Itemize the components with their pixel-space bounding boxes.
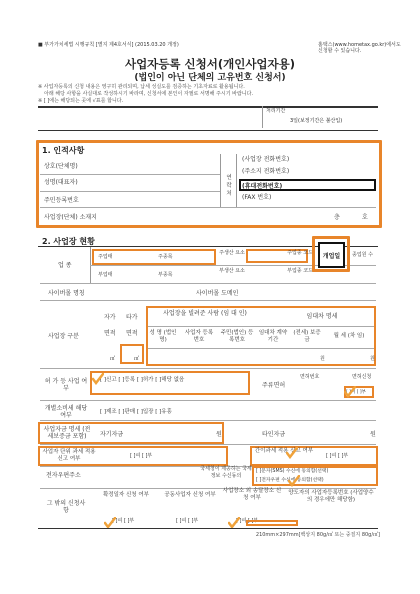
rented-area-highlight [120,344,144,364]
fixed-date-label: 확정일자 신청 여부 [102,492,149,498]
fax-label: (FAX 번호) [242,194,272,201]
co-business-options: [ ]여 [ ]부 [176,518,199,524]
lease-period-label: 임대차 계약기간 [258,330,288,343]
main-product-label: 주생산 요소 [219,250,245,256]
law-reference: ■ 부가가치세법 시행규칙 [별지 제4호서식] (2015.03.20 개정) [38,42,179,48]
nts-info-label: 국세청이 제공하는 국세정보 수신동의 [200,466,252,479]
deposit-label: (전세) 보증금 [293,330,321,343]
deposit-won: 원 [320,356,325,362]
main-type-label: 주업태 [98,254,113,260]
form-title: 사업자등록 신청서(개인사업자용) [124,57,296,71]
row-rule [40,207,376,208]
row-rule [40,191,220,192]
license-apply-checkmark-icon [344,383,356,395]
delivery-place-label: 사업장소 외 송달장소 신청 여부 [222,488,282,501]
divider [236,154,237,207]
section1-heading: 1. 인적사항 [42,146,85,155]
other-label: 그 밖의 신청사항 [46,500,86,514]
home-phone-label: (주소지 전화번호) [242,168,290,175]
fixed-date-checkmark-icon [104,514,116,526]
simplified-options: [ ]여 [ ]부 [326,453,349,459]
processing-label: 처리기간 [266,108,286,114]
representative-label: 성명(대표자) [44,179,78,186]
opening-date-label: 개업일 [322,253,341,260]
simplified-label: 간이과세 적용 신고 여부 [254,448,314,454]
row-rule [40,488,376,489]
own-label: 자가 [104,314,116,321]
resident-no-label: 주민등록번호 [44,197,79,204]
delivery-highlight [246,520,298,526]
lessor-brn-label: 사업자 등록번호 [184,330,214,343]
license-label: 허 가 등 사업 여부 [44,378,88,392]
fixed-date-options: [ ]여 [ ]부 [112,518,135,524]
address-label: 사업장(단체) 소재지 [44,214,97,221]
sms-consent: [ ]문자(SMS) 수신에 동의함(선택) [256,469,329,474]
form-subtitle: (법인이 아닌 단체의 고유번호 신청서) [134,73,286,83]
main-item-label: 주종목 [158,254,173,260]
excise-label: 개별소비세 해당 여부 [44,405,88,419]
own-funds-label: 자기자금 [100,431,124,438]
own-funds-won: 원 [216,431,222,438]
section2-heading: 2. 사업장 현황 [42,237,95,246]
business-type-label: 업 종 [58,262,72,269]
hometax-note-1: 홈택스(www.hometax.go.kr)에서도 [318,42,401,48]
simplified-checkmark-icon [286,444,298,456]
borrowed-funds-won: 원 [370,431,376,438]
notice-line-2: 아래 해당 사항을 사실대로 작성하시기 바라며, 신청서에 본인이 자필로 서명해 주시기 바랍니다. [44,91,254,97]
row-rule [40,444,376,445]
main-code-label: 주업종 코드 [287,250,313,256]
license-no-label: 면허번호 [300,374,320,380]
notice-line-3: ※ [ ]에는 해당되는 곳에 √표를 합니다. [38,98,124,104]
own-sqm: ㎡ [110,356,116,362]
rent-label: 월 세 (차 임) [333,333,365,339]
rule [38,130,378,131]
hometax-note-2: 신청할 수 있습니다. [318,48,362,54]
rent-won: 원 [370,356,375,362]
divider [262,106,263,128]
unit-tax-options: [ ]여 [ ]부 [130,453,153,459]
alcohol-label: 주류면허 [262,382,286,389]
consent-checkmark-icon [288,472,300,484]
employees-label: 종업원 수 [352,252,373,258]
row-rule [40,174,220,175]
rented-sqm: ㎡ [134,356,140,362]
lessor-name-label: 성 명 (법인명) [149,330,177,343]
sub-type-label: 부업태 [98,272,113,278]
mobile-phone-label: (휴대전화번호) [242,183,283,190]
sub-item-label: 부종목 [158,272,173,278]
bottom-rule [38,528,378,529]
row-rule [40,420,376,421]
processing-value: 3일(보정기간은 불산입) [290,118,343,124]
license-apply-options: [ ]여 [ ]부 [346,390,367,395]
email-consent: [ ]전자우편 수신에 동의함(선택) [256,478,324,483]
row-rule [40,400,376,401]
own-area-label: 면적 [104,330,116,337]
delivery-checkmark-icon [228,514,240,526]
trade-name-label: 상호(단체명) [44,163,78,170]
license-checkmark-icon [92,370,104,382]
unit-label: 호 [362,214,368,221]
row-rule [40,283,376,284]
lease-header: 임대차 명세 [306,313,338,320]
delivery-options: [ ]여 [ ]부 [236,518,259,524]
cyber-domain-label: 사이버몰 도메인 [196,290,239,297]
divider [220,154,221,207]
row-rule [148,326,374,327]
row-rule [148,348,374,349]
lessor-rrn-label: 주민(법인) 등록번호 [220,330,254,343]
funds-label: 사업자금 명세 (전세보증금 포함) [43,426,91,440]
floor-label: 층 [334,214,340,221]
rented-label: 타가 [126,314,138,321]
contact-label: 연락처 [226,175,232,197]
excise-options: [ ]제조 [ ]판매 [ ]입장 [ ]유흥 [100,409,172,415]
borrowed-funds-label: 타인자금 [262,431,286,438]
unit-tax-label: 사업자 단위 과세 적용 신고 여부 [42,449,96,462]
license-apply-label: 면허신청 [352,374,372,380]
license-options: [ ]신고 [ ]등록 [ ]허가 [ ]해당 없음 [100,377,185,383]
row-rule [40,368,376,369]
email-label: 전자우편주소 [46,472,81,479]
transferor-label: 양도자의 사업자등록번호 (사업양수의 경우에만 해당함) [288,490,374,503]
business-phone-label: (사업장 전화번호) [242,156,290,163]
lessor-header: 사업장을 빌려준 사람 (임 대 인) [163,310,247,317]
cyber-name-label: 사이버몰 명칭 [48,290,85,297]
premises-label: 사업장 구분 [48,333,79,340]
row-rule [40,300,376,301]
top-rule [38,106,378,108]
sub-code-label: 부업종 코드 [287,268,313,274]
co-business-label: 공동사업자 신청 여부 [164,492,216,498]
sub-product-label: 부생산 요소 [219,268,245,274]
paper-spec: 210mm×297mm[백상지 80g/㎡ 또는 중질지 80g/㎡] [255,532,380,538]
notice-line-1: ※ 사업자등록의 신청 내용은 영구히 관리되며, 납세 성실도를 검증하는 기초자료로 활용됩니다. [38,84,245,90]
rented-area-label: 면적 [126,330,138,337]
